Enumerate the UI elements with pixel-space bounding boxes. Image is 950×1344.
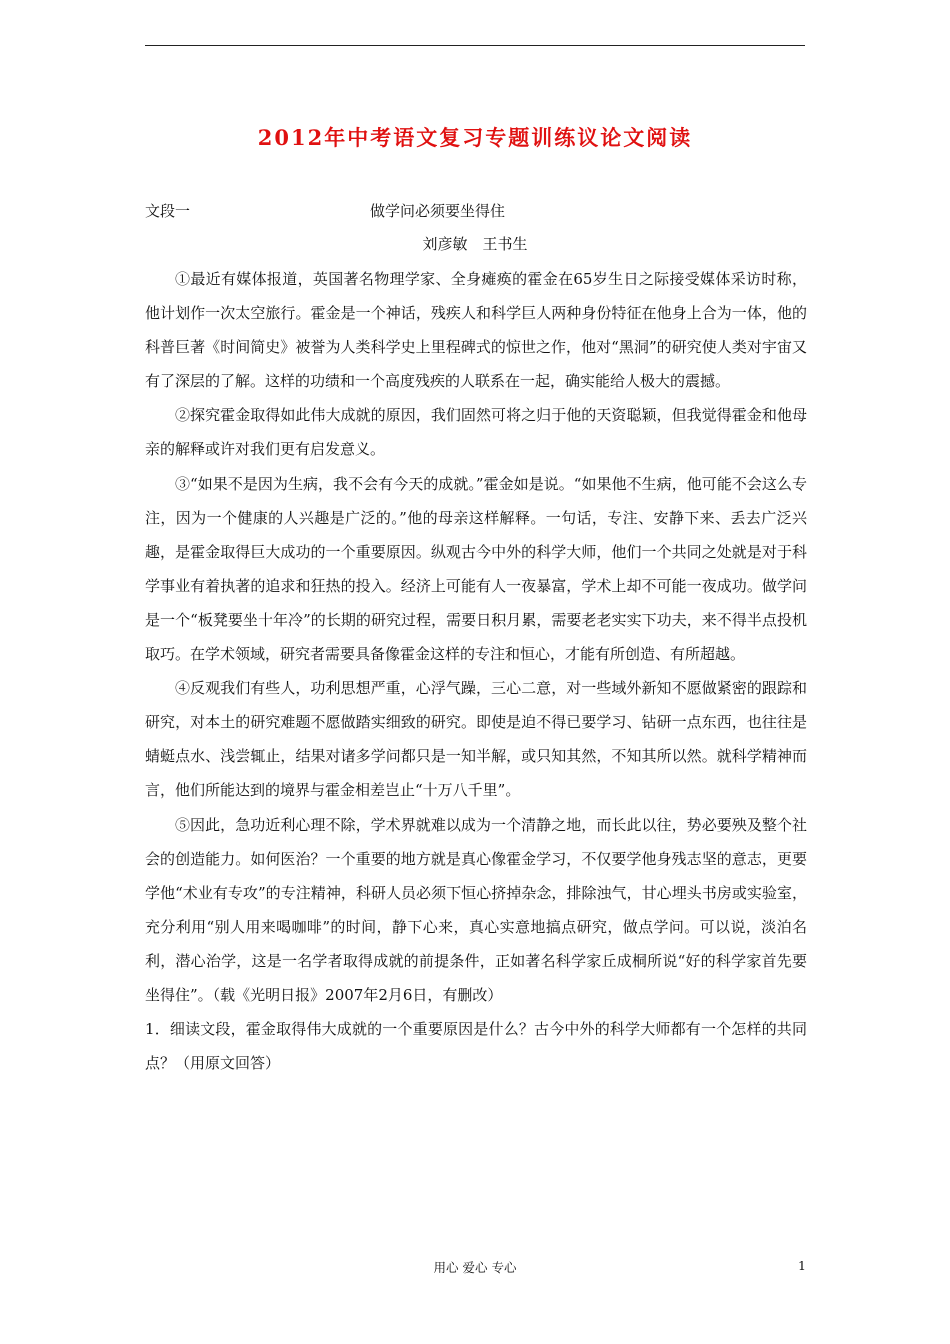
- paragraph-1: ①最近有媒体报道，英国著名物理学家、全身瘫痪的霍金在65岁生日之际接受媒体采访时称，他计划作一次太空旅行。霍金是一个神话，残疾人和科学巨人两种身份特征在他身上合为一体，他的科普巨著《时间简史》被誉为人类科学史上里程碑式的惊世之作，他对“黑洞”的研究使人类对宇宙又有了深层的了解。这样的功绩和一个高度残疾的人联系在一起，确实能给人极大的震撼。: [145, 270, 807, 391]
- article-body: [145, 262, 807, 1080]
- paragraph-5: ⑤因此，急功近利心理不除，学术界就难以成为一个清静之地，而长此以往，势必要殃及整个社会的创造能力。如何医治？一个重要的地方就是真心像霍金学习，不仅要学他身残志坚的意志，更要学他“术业有专攻”的专注精神，科研人员必须下恒心挤掉杂念，排除浊气，甘心埋头书房或实验室，充分利用“别人用来喝咖啡”的时间，静下心来，真心实意地搞点研究，做点学问。可以说，淡泊名利，潜心治学，这是一名学者取得成就的前提条件，正如著名科学家丘成桐所说“好的科学家首先要坐得住”。（载《光明日报》2007年2月6日，有删改）: [145, 815, 807, 1004]
- article-authors: 刘彦敏 王书生: [422, 235, 528, 253]
- footer-motto: 用心 爱心 专心: [433, 1260, 517, 1275]
- section-label: 文段一: [145, 202, 191, 220]
- article-title: 做学问必须要坐得住: [370, 202, 506, 220]
- paragraph-3: ③“如果不是因为生病，我不会有今天的成就。”霍金如是说。“如果他不生病，他可能不会这么专注，因为一个健康的人兴趣是广泛的。”他的母亲这样解释。一句话，专注、安静下来、丢去广泛兴趣，是霍金取得巨大成功的一个重要原因。纵观古今中外的科学大师，他们一个共同之处就是对于科学事业有着执著的追求和狂热的投入。经济上可能有人一夜暴富，学术上却不可能一夜成功。做学问是一个“板凳要坐十年冷”的长期的研究过程，需要日积月累，需要老老实实下功夫，来不得半点投机取巧。在学术领域，研究者需要具备像霍金这样的专注和恒心，才能有所创造、有所超越。: [145, 474, 807, 664]
- page-number: 1: [798, 1258, 806, 1273]
- header-rule: [145, 45, 805, 46]
- paragraph-4: ④反观我们有些人，功利思想严重，心浮气躁，三心二意，对一些域外新知不愿做紧密的跟踪和研究，对本土的研究难题不愿做踏实细致的研究。即使是迫不得已要学习、钻研一点东西，也往往是蜻蜓点水、浅尝辄止，结果对诸多学问都只是一知半解，或只知其然，不知其所以然。就科学精神而言，他们所能达到的境界与霍金相差岂止“十万八千里”。: [145, 679, 807, 800]
- document-title: 2012年中考语文复习专题训练议论文阅读: [257, 125, 693, 150]
- paragraph-2: ②探究霍金取得如此伟大成就的原因，我们固然可将之归于他的天资聪颖，但我觉得霍金和他母亲的解释或许对我们更有启发意义。: [145, 406, 807, 459]
- question-1: 1．细读文段，霍金取得伟大成就的一个重要原因是什么？古今中外的科学大师都有一个怎样的共同点？（用原文回答）: [145, 1020, 807, 1073]
